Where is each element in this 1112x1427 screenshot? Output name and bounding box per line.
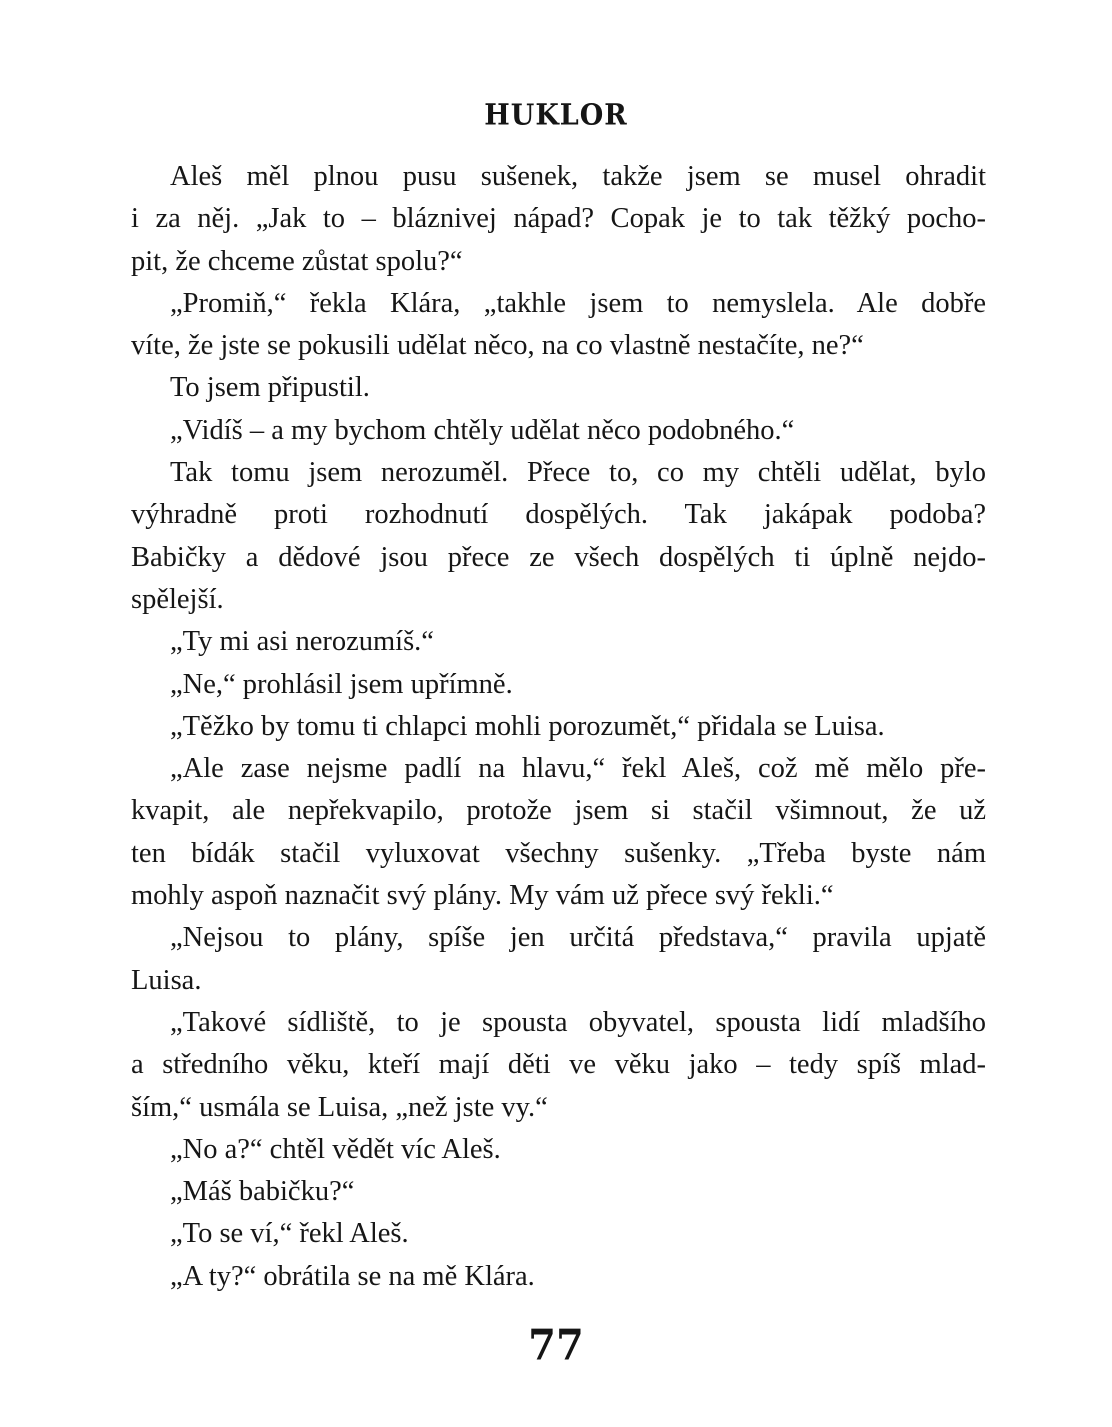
paragraph [131, 452, 986, 621]
text-line: ším,“ usmála se Luisa, „než jste vy.“ [131, 1091, 548, 1123]
text-line: „To se ví,“ řekl Aleš. [170, 1218, 409, 1250]
paragraph [131, 156, 986, 283]
text-line: i za něj. „Jak to – bláznivej nápad? Copak je to tak těžký pocho- [131, 203, 986, 235]
text-line: Aleš měl plnou pusu sušenek, takže jsem se musel ohradit [170, 161, 986, 192]
text-line: ten bídák stačil vyluxovat všechny sušenky. „Třeba byste nám [131, 837, 986, 869]
text-line: „Nejsou to plány, spíše jen určitá představa,“ pravila upjatě [170, 922, 986, 954]
text-line: kvapit, ale nepřekvapilo, protože jsem si stačil všimnout, že už [131, 795, 986, 827]
text-line: „No a?“ chtěl vědět víc Aleš. [170, 1133, 501, 1165]
paragraph [131, 1129, 986, 1171]
text-line: „A ty?“ obrátila se na mě Klára. [170, 1260, 535, 1292]
paragraph [131, 621, 986, 663]
text-line: „Promiň,“ řekla Klára, „takhle jsem to nemyslela. Ale dobře [170, 287, 986, 319]
text-block [131, 156, 986, 1298]
paragraph [131, 1171, 986, 1213]
text-line: „Ty mi asi nerozumíš.“ [170, 626, 434, 658]
paragraph [131, 917, 986, 1002]
paragraph [131, 283, 986, 368]
text-line: Tak tomu jsem nerozuměl. Přece to, co my chtěli udělat, bylo [170, 457, 986, 489]
text-line: víte, že jste se pokusili udělat něco, na co vlastně nestačíte, ne?“ [131, 330, 864, 362]
text-line: a středního věku, kteří mají děti ve věku jako – tedy spíš mlad- [131, 1049, 986, 1081]
paragraph [131, 1213, 986, 1255]
paragraph [131, 748, 986, 917]
text-line: mohly aspoň naznačit svý plány. My vám už přece svý řekli.“ [131, 880, 834, 912]
paragraph [131, 706, 986, 748]
text-line: „Ne,“ prohlásil jsem upřímně. [170, 668, 513, 700]
chapter-title: HUKLOR [484, 98, 628, 133]
text-line: „Vidíš – a my bychom chtěly udělat něco podobného.“ [170, 414, 795, 446]
text-line: To jsem připustil. [170, 372, 370, 404]
paragraph [131, 1256, 986, 1298]
text-line: spělejší. [131, 583, 224, 615]
text-line: výhradně proti rozhodnutí dospělých. Tak jakápak podoba? [131, 499, 986, 531]
text-line: pit, že chceme zůstat spolu?“ [131, 245, 463, 277]
paragraph [131, 367, 986, 409]
text-line: „Máš babičku?“ [170, 1176, 355, 1208]
paragraph [131, 664, 986, 706]
paragraph [131, 410, 986, 452]
text-line: „Těžko by tomu ti chlapci mohli porozumět,“ přidala se Luisa. [170, 710, 885, 742]
page-number: 77 [528, 1320, 584, 1371]
text-line: Luisa. [131, 964, 202, 996]
text-line: „Ale zase nejsme padlí na hlavu,“ řekl Aleš, což mě mělo pře- [170, 753, 986, 785]
paragraph [131, 1002, 986, 1129]
text-line: „Takové sídliště, to je spousta obyvatel, spousta lidí mladšího [170, 1006, 986, 1038]
text-line: Babičky a dědové jsou přece ze všech dospělých ti úplně nejdo- [131, 541, 986, 573]
